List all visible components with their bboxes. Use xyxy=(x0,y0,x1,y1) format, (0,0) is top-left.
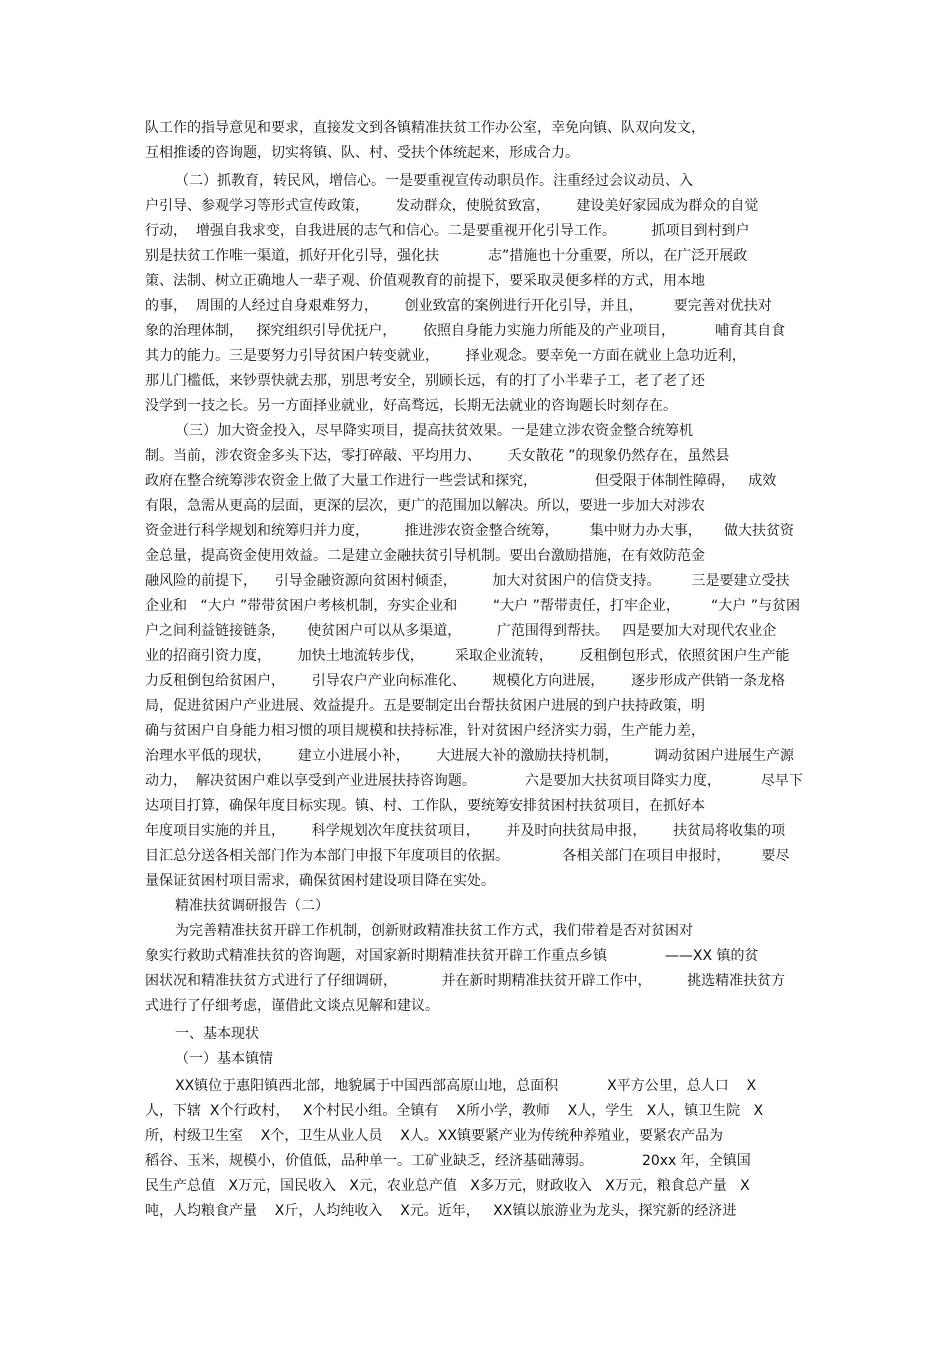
text-line: 有限，急需从更高的层面，更深的层次，更广的范围加以解决。所以，要进一步加大对涉农 xyxy=(145,498,705,514)
text-line: 队工作的指导意见和要求，直接发文到各镇精准扶贫工作办公室，幸免向镇、队双向发文， xyxy=(145,120,705,136)
text-line: 政府在整合统筹涉农资金上做了大量工作进行一些尝试和探究， 但受限于体制性障碍， 成效 xyxy=(145,473,777,489)
text-line: 户之间利益链接链条， 使贫困户可以从多渠道， 广范围得到帮扶。 四是要加大对现代农业企 xyxy=(145,623,777,639)
paragraph-first-line: 为完善精准扶贫开辟工作机制，创新财政精准扶贫工作方式，我们带着是否对贫困对 xyxy=(175,923,693,939)
text-line: 治理水平低的现状， 建立小进展小补， 大进展大补的激励扶持机制， 调动贫困户进展生产源 xyxy=(145,748,795,764)
text-line: 金总量，提高资金使用效益。二是建立金融扶贫引导机制。要出台激励措施，在有效防范金 xyxy=(145,548,705,564)
text-line: 达项目打算，确保年度目标实现。镇、村、工作队，要统筹安排贫困村扶贫项目，在抓好本 xyxy=(145,798,705,814)
text-line: 资金进行科学规划和统筹归并力度， 推进涉农资金整合统筹， 集中财力办大事， 做大扶贫资 xyxy=(145,523,795,539)
text-line: 目汇总分送各相关部门作为本部门申报下年度项目的依据。 各相关部门在项目申报时， 要尽 xyxy=(145,848,790,864)
text-line: 象的治理体制， 探究组织引导优抚户， 依照自身能力实施力所能及的产业项目， 哺育其自食 xyxy=(145,323,786,339)
text-line: 稻谷、玉米，规模小，价值低，品种单一。工矿业缺乏，经济基础薄弱。 20xx 年，全镇国 xyxy=(145,1153,751,1169)
paragraph-first-line: （三）加大资金投入，尽早降实项目，提高扶贫效果。一是建立涉农资金整合统筹机 xyxy=(175,423,693,439)
text-line: 局，促进贫困户产业进展、效益提升。五是要制定出台帮扶贫困户进展的到户扶持政策，明 xyxy=(145,698,705,714)
paragraph-first-line: XX镇位于惠阳镇西北部，地貌属于中国西部高原山地，总面积 X平方公里，总人口 X xyxy=(175,1078,757,1094)
text-line: 象实行救助式精准扶贫的咨询题，对国家新时期精准扶贫开辟工作重点乡镇 ——XX 镇的贫 xyxy=(145,948,759,964)
text-line: 制。当前，涉农资金多头下达，零打碎敲、平均用力、 夭女散花 ”的现象仍然存在，虽然县 xyxy=(145,448,730,464)
section-title: 精准扶贫调研报告（二） xyxy=(175,898,329,914)
text-line: 所，村级卫生室 X个，卫生从业人员 X人。XX镇要紧产业为传统种养殖业，要紧农产品为 xyxy=(145,1128,723,1144)
text-line: 别是扶贫工作唯一渠道，抓好开化引导，强化扶 志”措施也十分重要，所以，在广泛开展政 xyxy=(145,248,748,264)
text-line: 业的招商引资力度， 加快土地流转步伐， 采取企业流转， 反租倒包形式，依照贫困户生产能 xyxy=(145,648,790,664)
text-line: 户引导、参观学习等形式宣传政策， 发动群众，使脱贫致富， 建设美好家园成为群众的自觉 xyxy=(145,198,759,214)
text-line: 策、法制、树立正确地人一辈子观、价值观教育的前提下，要采取灵便多样的方式，用本地 xyxy=(145,273,705,289)
text-line: 没学到一技之长。另一方面择业就业，好高骛远，长期无法就业的咨询题长时刻存在。 xyxy=(145,398,677,414)
text-line: 力反租倒包给贫困户， 引导农户产业向标准化、 规模化方向进展， 逐步形成产供销一条龙格 xyxy=(145,673,786,689)
text-line: 人，下辖 X个行政村， X个村民小组。全镇有 X所小学，教师 X人，学生 X人，镇卫生院 X xyxy=(145,1103,764,1119)
text-line: 融风险的前提下， 引导金融资源向贫困村倾歪， 加大对贫困户的信贷支持。 三是要建立受扶 xyxy=(145,573,790,589)
text-line: 动力， 解决贫困户难以享受到产业进展扶持咨询题。 六是要加大扶贫项目降实力度， 尽早下 xyxy=(145,773,803,789)
paragraph-first-line: （二）抓教育，转民风，增信心。一是要重视宣传动职员作。注重经过会议动员、入 xyxy=(175,173,693,189)
text-line: 量保证贫困村项目需求，确保贫困村建设项目降在实处。 xyxy=(145,873,495,889)
subsection-heading: （一）基本镇情 xyxy=(175,1051,273,1067)
text-line: 困状况和精准扶贫方式进行了仔细调研， 并在新时期精准扶贫开辟工作中， 挑选精准扶贫方 xyxy=(145,973,786,989)
text-line: 确与贫困户自身能力相习惯的项目规模和扶持标准，针对贫困户经济实力弱，生产能力差， xyxy=(145,723,705,739)
text-line: 那儿门槛低，来钞票快就去那，别思考安全，别顾长远，有的打了小半辈子工，老了老了还 xyxy=(145,373,705,389)
text-line: 企业和 “大户 ”带带贫困户考核机制，夯实企业和 “大户 ”帮带责任，打牢企业， “大户 ”与贫困 xyxy=(145,598,800,614)
text-line: 的事， 周围的人经过自身艰难努力， 创业致富的案例进行开化引导，并且， 要完善对优扶对 xyxy=(145,298,772,314)
section-heading: 一、基本现状 xyxy=(175,1026,259,1042)
text-line: 年度项目实施的并且， 科学规划次年度扶贫项目， 并及时向扶贫局申报， 扶贫局将收集的项 xyxy=(145,823,786,839)
text-line: 式进行了仔细考虑，谨借此文谈点见解和建议。 xyxy=(145,998,439,1014)
text-line: 其力的能力。三是要努力引导贫困户转变就业， 择业观念。要幸免一方面在就业上急功近利， xyxy=(145,348,746,364)
text-line: 民生产总值 X万元，国民收入 X元，农业总产值 X多万元，财政收入 X万元，粮食总产量 X xyxy=(145,1178,750,1194)
text-line: 吨，人均粮食产量 X斤，人均纯收入 X元。近年， XX镇以旅游业为龙头，探究新的经济进 xyxy=(145,1203,737,1219)
text-line: 行动， 增强自我求变，自我进展的志气和信心。二是要重视开化引导工作。 抓项目到村到户 xyxy=(145,223,750,239)
text-line: 互相推诿的咨询题，切实将镇、队、村、受扶个体统起来，形成合力。 xyxy=(145,145,579,161)
